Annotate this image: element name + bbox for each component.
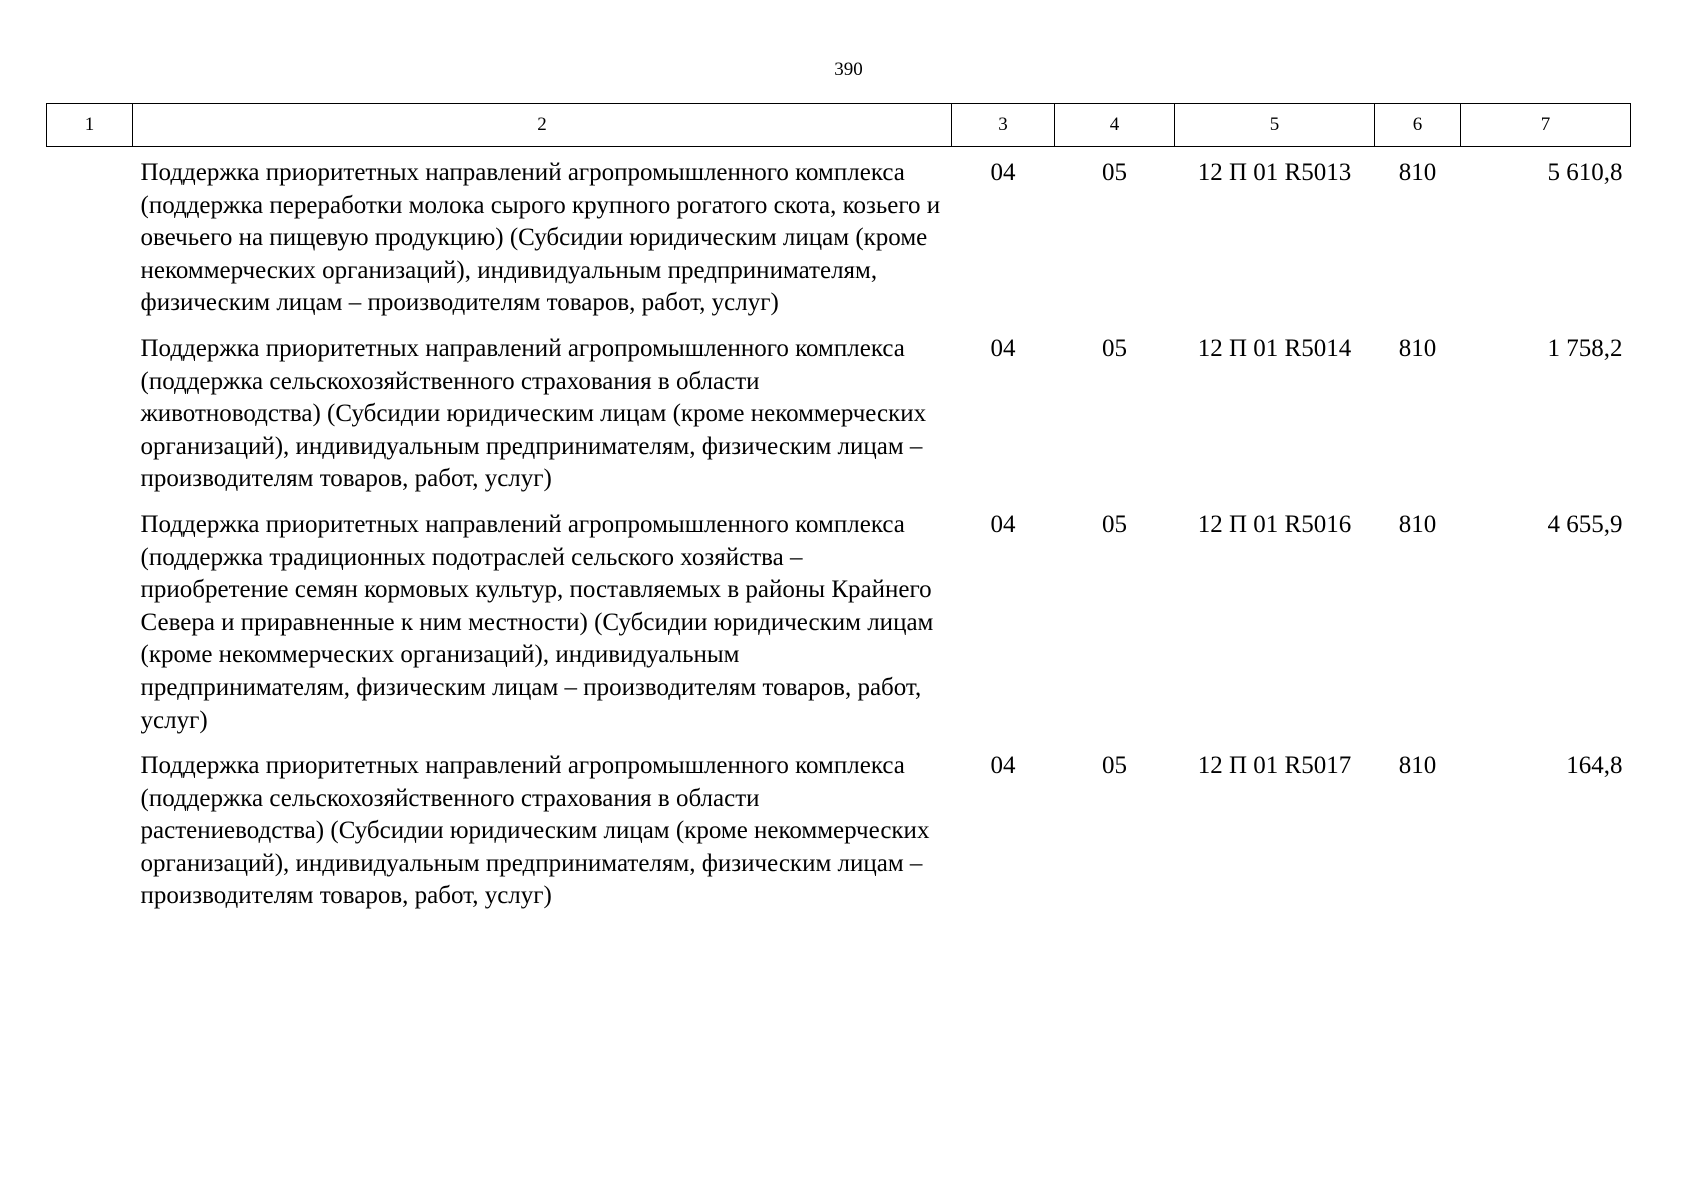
row-amount: 4 655,9	[1547, 510, 1623, 538]
table-row	[47, 147, 1631, 320]
row-description: Поддержка приоритетных направлений агропромышленного комплекса (поддержка традиционных подотраслей сельского хозяйства – приобретение семян кормовых культур, поставляемых в районы Крайнего Севера и приравненные к ним местности) (Субсидии юридическим лицам (кроме некоммерческих организаций), индивидуальным предпринимателям, физическим лицам – производителям товаров, работ, услуг)	[140, 510, 934, 734]
header-cell-4: 4	[1055, 104, 1175, 147]
header-cell-6: 6	[1375, 104, 1461, 147]
header-cell-7: 7	[1461, 104, 1631, 147]
row-target-article: 12 П 01 R5017	[1197, 752, 1352, 780]
header-cell-5: 5	[1175, 104, 1375, 147]
row-section-code: 04	[990, 334, 1016, 362]
row-section-code: 04	[990, 510, 1016, 538]
row-target-article: 12 П 01 R5013	[1197, 159, 1352, 186]
row-amount: 1 758,2	[1547, 334, 1623, 362]
row-number-cell	[47, 147, 133, 320]
table-header	[47, 104, 1631, 147]
table-row	[47, 496, 1631, 737]
row-description: Поддержка приоритетных направлений агропромышленного комплекса (поддержка переработки молока сырого крупного рогатого скота, козьего и овечьего на пищевую продукцию) (Субсидии юридическим лицам (кроме некоммерческих организаций), индивидуальным предпринимателям, физическим лицам – производителям товаров, работ, услуг)	[140, 159, 941, 317]
row-number-cell	[47, 320, 133, 496]
header-cell-1: 1	[47, 104, 133, 147]
row-expense-type: 810	[1398, 752, 1437, 780]
header-cell-3: 3	[952, 104, 1055, 147]
table-row	[47, 737, 1631, 913]
row-expense-type: 810	[1398, 510, 1437, 538]
row-expense-type: 810	[1398, 334, 1437, 362]
row-description: Поддержка приоритетных направлений агропромышленного комплекса (поддержка сельскохозяйственного страхования в области животноводства) (Субсидии юридическим лицам (кроме некоммерческих организаций), индивидуальным предпринимателям, физическим лицам – производителям товаров, работ, услуг)	[140, 334, 927, 493]
row-target-article: 12 П 01 R5014	[1197, 334, 1352, 362]
row-section-code: 04	[990, 159, 1016, 186]
row-number-cell	[47, 496, 133, 737]
budget-table	[46, 103, 1631, 913]
row-subsection-code: 05	[1102, 334, 1127, 362]
header-cell-2: 2	[133, 104, 952, 147]
row-number-cell	[47, 737, 133, 913]
row-subsection-code: 05	[1102, 510, 1127, 538]
row-amount: 5 610,8	[1547, 159, 1623, 186]
table-body	[47, 147, 1631, 914]
row-subsection-code: 05	[1102, 752, 1127, 780]
header-row	[47, 104, 1631, 147]
row-amount: 164,8	[1566, 752, 1623, 780]
table-row	[47, 320, 1631, 496]
page-number: 390	[834, 59, 863, 80]
row-expense-type: 810	[1398, 159, 1437, 186]
row-section-code: 04	[990, 752, 1016, 780]
row-subsection-code: 05	[1102, 159, 1127, 186]
row-target-article: 12 П 01 R5016	[1197, 510, 1352, 538]
row-description: Поддержка приоритетных направлений агропромышленного комплекса (поддержка сельскохозяйственного страхования в области растениеводства) (Субсидии юридическим лицам (кроме некоммерческих организаций), индивидуальным предпринимателям, физическим лицам – производителям товаров, работ, услуг)	[140, 752, 930, 910]
